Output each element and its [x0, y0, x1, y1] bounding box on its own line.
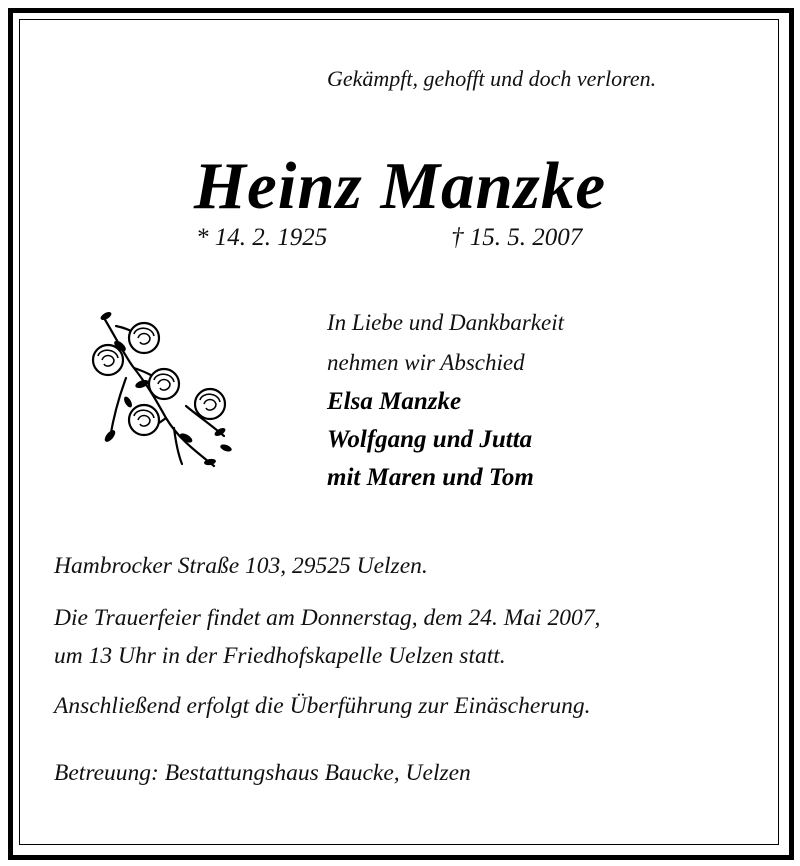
service-line-1: Die Trauerfeier findet am Donnerstag, dem 24. Mai 2007,	[54, 605, 601, 631]
roses-icon	[86, 298, 246, 470]
deceased-name: Heinz Manzke	[193, 149, 607, 223]
motto: Gekämpft, gehofft und doch verloren.	[327, 66, 657, 91]
mourners-intro-1: In Liebe und Dankbarkeit	[327, 310, 564, 335]
address: Hambrocker Straße 103, 29525 Uelzen.	[54, 553, 428, 579]
mourners-intro-2: nehmen wir Abschied	[327, 350, 525, 375]
service-line-2: um 13 Uhr in der Friedhofskapelle Uelzen statt.	[54, 643, 506, 669]
death-date: † 15. 5. 2007	[451, 224, 583, 251]
funeral-home: Betreuung: Bestattungshaus Baucke, Uelzen	[54, 760, 471, 786]
mourner-name: Wolfgang und Jutta	[327, 426, 533, 453]
mourner-name: mit Maren und Tom	[327, 464, 534, 491]
afterward-note: Anschließend erfolgt die Überführung zur Einäscherung.	[54, 693, 591, 719]
birth-date: * 14. 2. 1925	[196, 224, 328, 251]
mourner-name: Elsa Manzke	[327, 388, 462, 415]
